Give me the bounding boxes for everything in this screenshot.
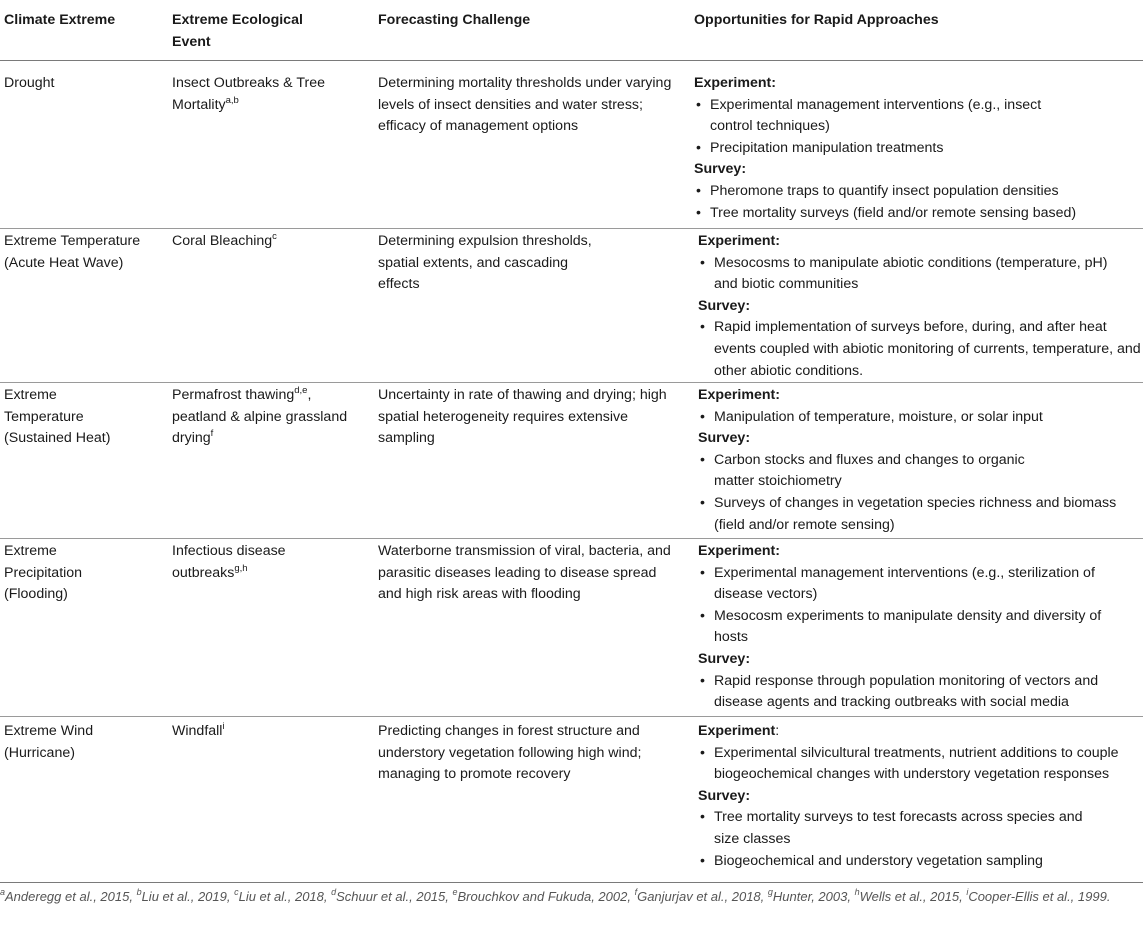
forecasting-challenge-cell: Determining expulsion thresholds, spatial extents, and cascading effects [378,233,592,293]
climate-extreme-cell: Extreme Temperature (Sustained Heat) [4,387,111,447]
list-item: • Biogeochemical and understory vegetation sampling [698,851,1143,873]
list-item: • Rapid response through population monitoring of vectors and disease agents and tracking outbreaks with social media [698,671,1143,714]
survey-list [698,450,1143,536]
experiment-list [698,253,1143,296]
list-item: • Manipulation of temperature, moisture, or solar input [698,407,1143,429]
survey-label: Survey: [698,650,751,667]
ecological-event-cell: Permafrost thawing$^{d,e}$, peatland & alpine grassland drying$^f$ [172,385,348,447]
experiment-list [698,407,1143,429]
survey-label: Survey: [694,161,747,178]
survey-label: Survey: [698,430,751,447]
list-item: • Tree mortality surveys (field and/or remote sensing based) [694,203,1139,225]
list-item: • Mesocosms to manipulate abiotic conditions (temperature, pH) and biotic communities [698,253,1143,296]
forecasting-challenge-cell: Determining mortality thresholds under varying levels of insect densities and water stress; efficacy of management options [378,75,672,135]
survey-list [698,671,1143,714]
ecological-event-cell: Infectious disease outbreaks$^{g,h}$ [172,543,286,581]
survey-list [698,807,1143,872]
climate-extreme-cell: Extreme Wind (Hurricane) [4,723,94,761]
list-item: • Carbon stocks and fluxes and changes to organic matter stoichiometry [698,450,1143,493]
experiment-label: Experiment: [698,543,780,559]
list-item: • Tree mortality surveys to test forecasts across species and size classes [698,807,1143,850]
header-forecasting-challenge: Forecasting Challenge [378,12,531,28]
experiment-label: Experiment: [698,387,780,403]
list-item: • Surveys of changes in vegetation species richness and biomass (field and/or remote sensing) [698,493,1143,536]
opportunities-cell [694,73,1139,224]
climate-extreme-cell: Drought [4,75,55,91]
opportunities-cell [698,721,1143,872]
survey-label: Survey: [698,297,751,314]
experiment-list [694,95,1139,160]
list-item: • Rapid implementation of surveys before, during, and after heat events coupled with abiotic monitoring of currents, temperature, and other abiotic conditions. [698,317,1143,382]
header-opportunities: Opportunities for Rapid Approaches [694,12,939,28]
opportunities-cell [698,541,1143,714]
ecological-event-cell: Coral Bleaching$^c$ [172,231,277,249]
opportunities-cell [698,231,1143,382]
experiment-list [698,743,1143,786]
list-item: • Pheromone traps to quantify insect population densities [694,181,1139,203]
ecological-event-cell: Windfall$^i$ [172,721,225,739]
footnotes: $^a$Anderegg et al., 2015, $^b$Liu et al., 2019, $^c$Liu et al., 2018, $^d$Schuur et al., 2015, $^e$Brouchkov and Fukuda, 2002, $^f$Ganjurjav et al., 2018, $^g$Hunter, 2003, $^h$Wells et al., 2015, $^i$Cooper-Ellis et al., 1999. [0,887,1111,904]
climate-extreme-cell: Extreme Temperature (Acute Heat Wave) [4,233,141,271]
list-item: • Experimental silvicultural treatments, nutrient additions to couple biogeochemical changes with understory vegetation responses [698,743,1143,786]
row-divider [0,538,1143,539]
survey-label: Survey: [698,787,751,804]
list-item: • Precipitation manipulation treatments [694,138,1139,160]
survey-list [694,181,1139,224]
experiment-label: Experiment: [698,233,780,249]
list-item: • Experimental management interventions (e.g., sterilization of disease vectors) [698,563,1143,606]
list-item: • Experimental management interventions (e.g., insect control techniques) [694,95,1139,138]
list-item: • Mesocosm experiments to manipulate density and diversity of hosts [698,606,1143,649]
experiment-label: Experiment: [698,723,780,739]
header-divider [0,60,1143,61]
opportunities-cell [698,385,1143,536]
row-divider [0,716,1143,717]
header-climate-extreme: Climate Extreme [4,12,116,28]
experiment-list [698,563,1143,649]
forecasting-challenge-cell: Predicting changes in forest structure and understory vegetation following high wind; managing to promote recovery [378,723,642,783]
row-divider [0,382,1143,383]
climate-extreme-cell: Extreme Precipitation (Flooding) [4,543,83,603]
survey-list [698,317,1143,382]
forecasting-challenge-cell: Uncertainty in rate of thawing and drying; high spatial heterogeneity requires extensive sampling [378,387,667,447]
table-bottom-rule [0,882,1143,883]
header-ecological-event: Extreme Ecological Event [172,12,303,50]
forecasting-challenge-cell: Waterborne transmission of viral, bacteria, and parasitic diseases leading to disease spread and high risk areas with flooding [378,543,671,603]
row-divider [0,228,1143,229]
ecological-event-cell: Insect Outbreaks & Tree Mortality$^{a,b}$ [172,75,325,113]
experiment-label: Experiment: [694,75,776,91]
